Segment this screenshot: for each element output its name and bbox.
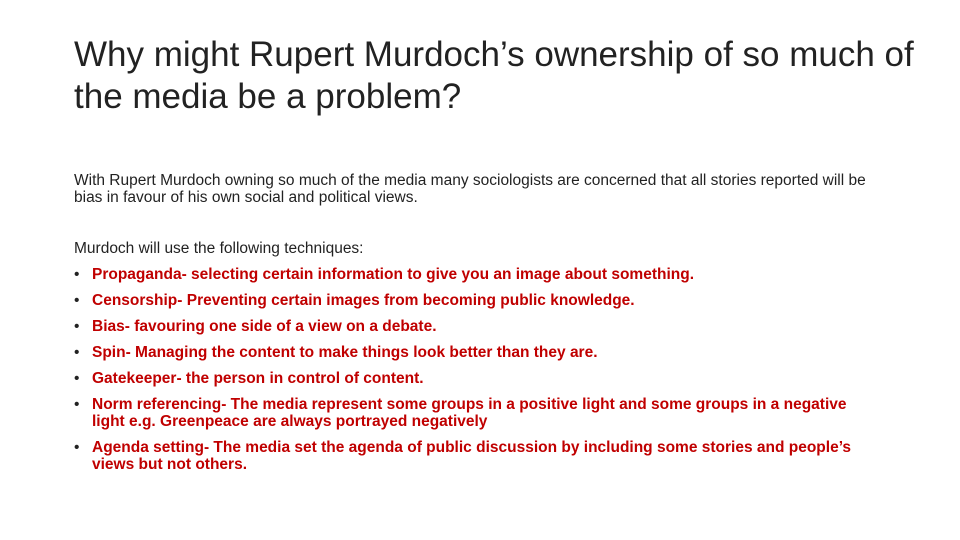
intro-paragraph: With Rupert Murdoch owning so much of the media many sociologists are concerned that all stories reported will be bias in favour of his own social and political views. xyxy=(74,172,866,206)
technique-agenda-setting: Agenda setting- The media set the agenda of public discussion by including some stories and people’s views but not others. xyxy=(92,439,852,473)
bullet-icon: • xyxy=(74,370,80,387)
technique-propaganda: Propaganda- selecting certain information to give you an image about something. xyxy=(92,266,695,283)
slide-title: Why might Rupert Murdoch’s ownership of so much of the media be a problem? xyxy=(74,35,914,116)
bullet-icon: • xyxy=(74,318,80,335)
list-item xyxy=(74,292,874,309)
list-item xyxy=(74,370,874,387)
bullet-icon: • xyxy=(74,292,80,309)
list-item xyxy=(74,318,874,335)
techniques-list xyxy=(74,266,874,482)
techniques-lead: Murdoch will use the following techniques: xyxy=(74,240,364,257)
bullet-icon: • xyxy=(74,439,80,456)
technique-censorship: Censorship- Preventing certain images from becoming public knowledge. xyxy=(92,292,635,309)
technique-bias: Bias- favouring one side of a view on a debate. xyxy=(92,318,437,335)
bullet-icon: • xyxy=(74,396,80,413)
technique-norm-referencing: Norm referencing- The media represent some groups in a positive light and some groups in a negative light e.g. Greenpeace are always portrayed negatively xyxy=(92,396,847,430)
list-item xyxy=(74,266,874,283)
list-item xyxy=(74,439,874,473)
list-item xyxy=(74,344,874,361)
technique-gatekeeper: Gatekeeper- the person in control of content. xyxy=(92,370,424,387)
bullet-icon: • xyxy=(74,266,80,283)
list-item xyxy=(74,396,874,430)
bullet-icon: • xyxy=(74,344,80,361)
technique-spin: Spin- Managing the content to make things look better than they are. xyxy=(92,344,598,361)
